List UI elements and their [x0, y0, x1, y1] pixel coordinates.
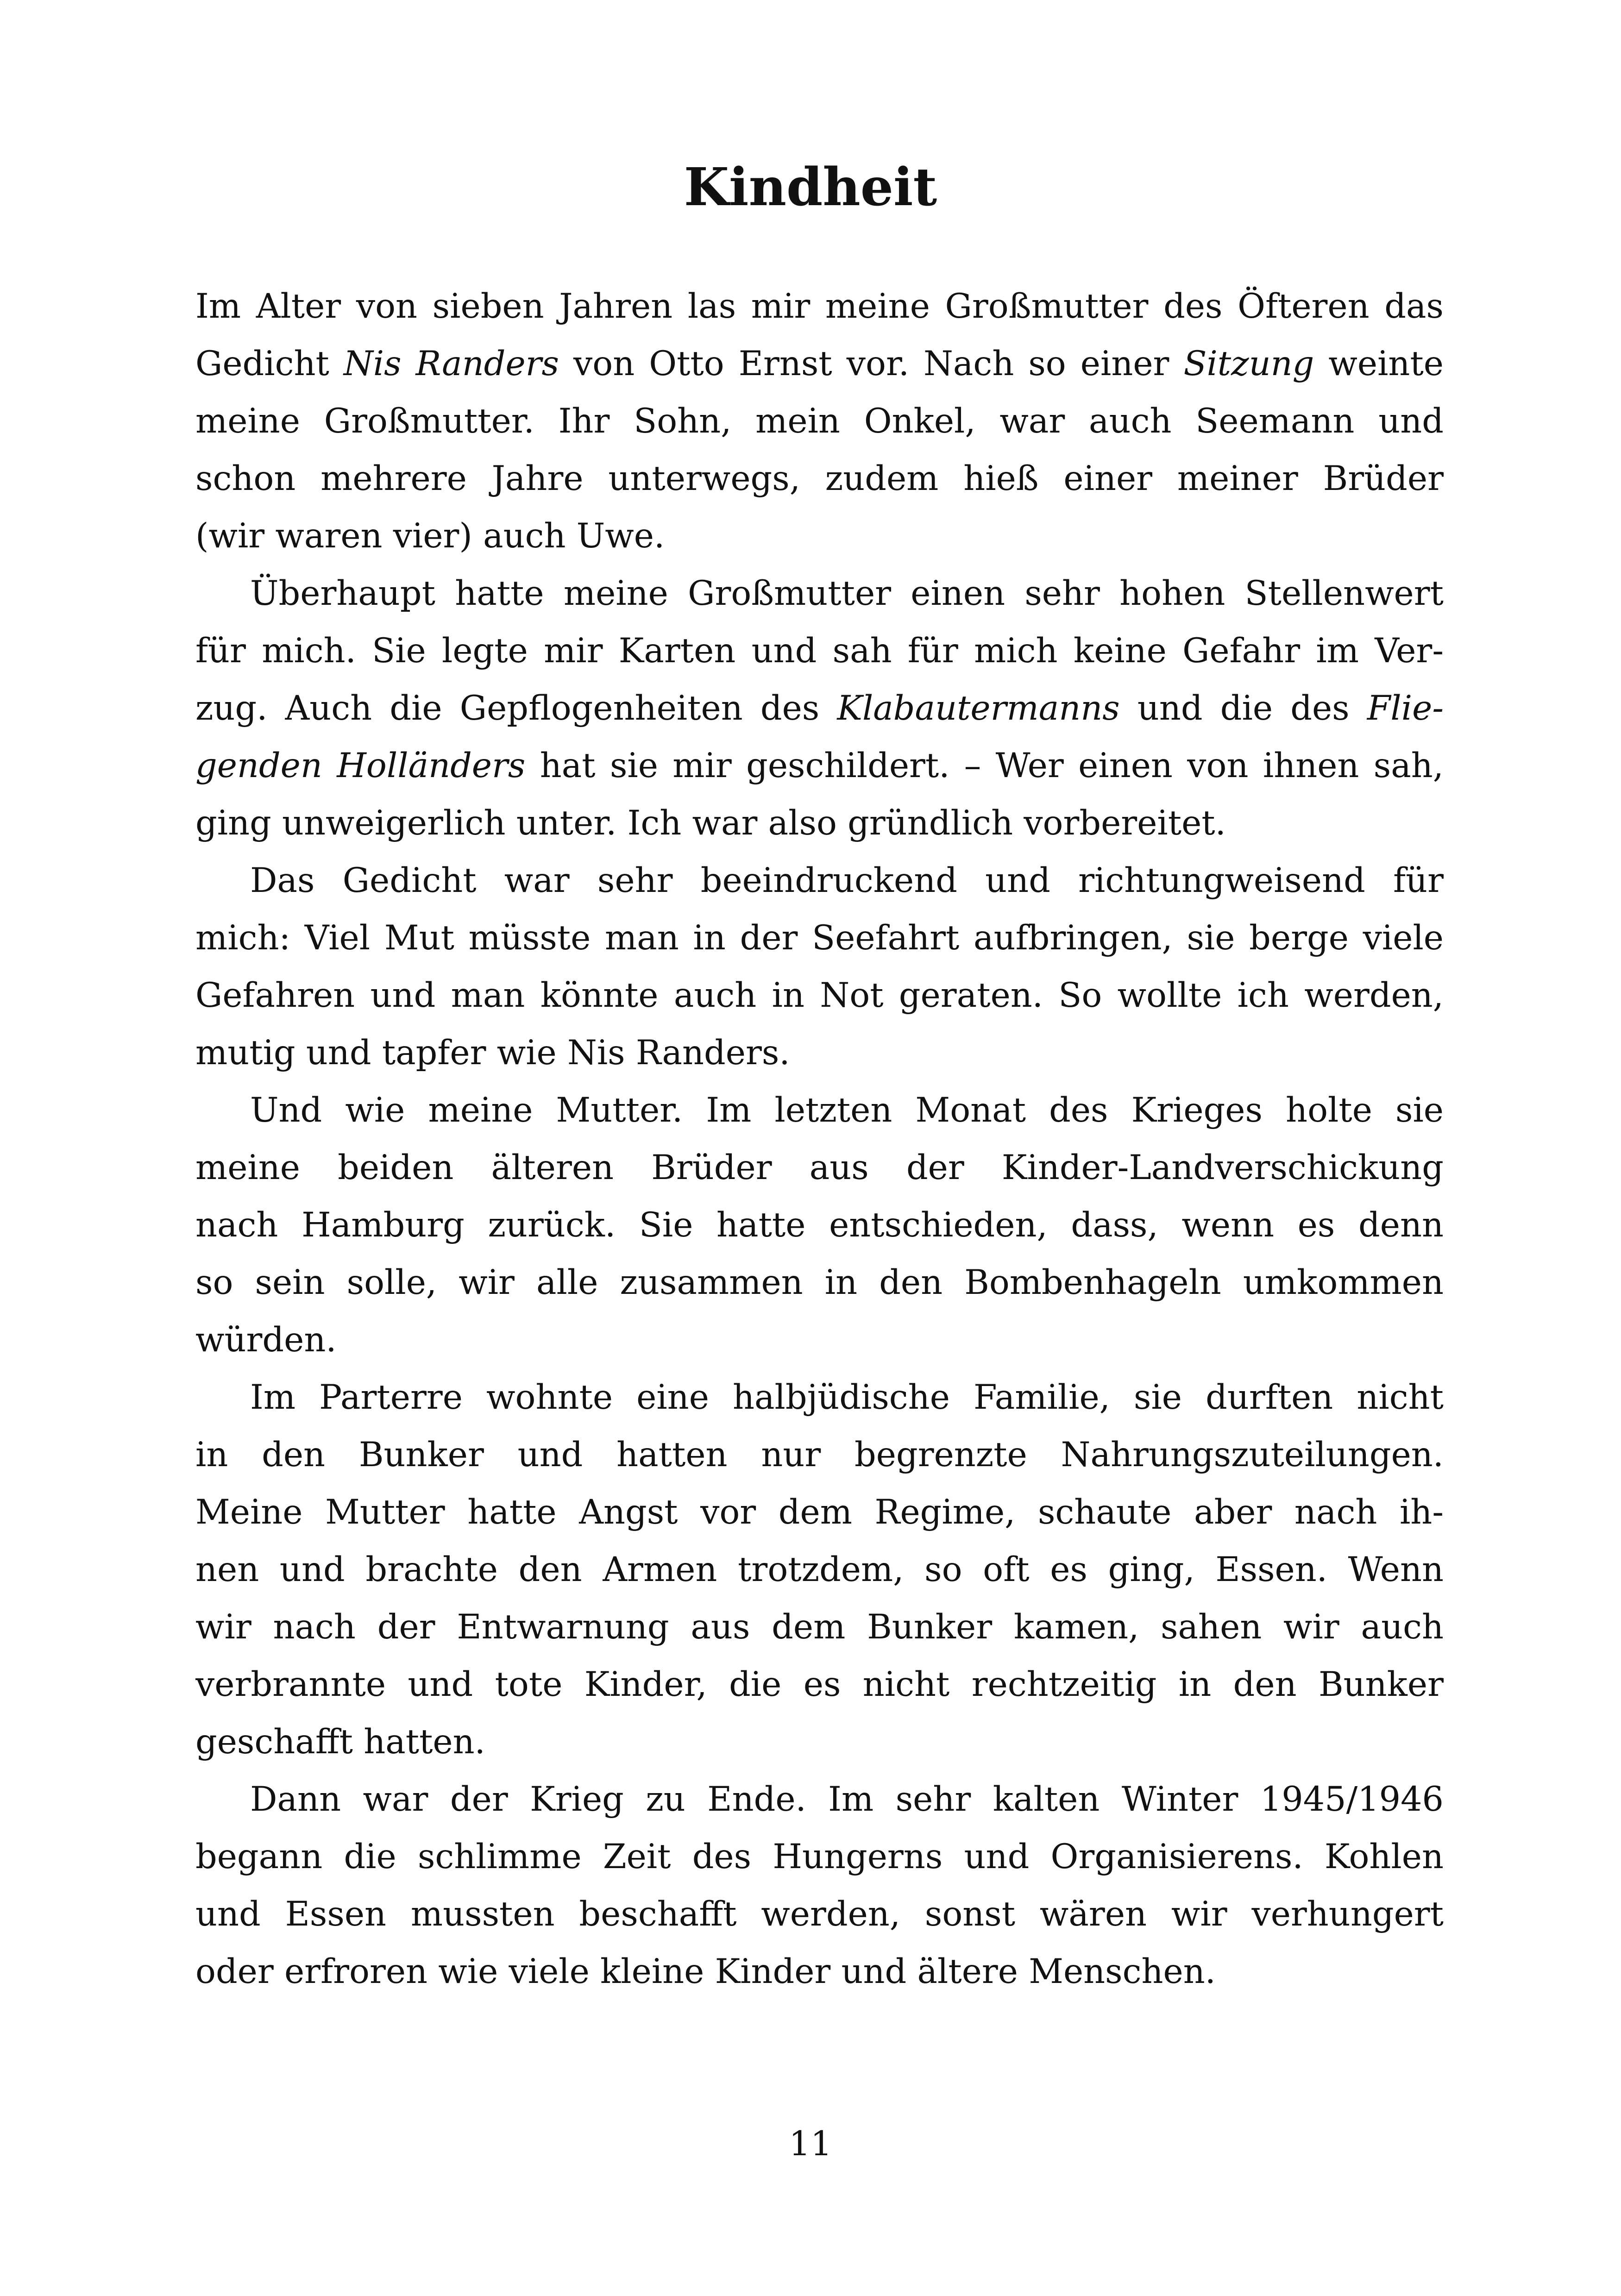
text-line: Und wie meine Mutter. Im letzten Monat des Krieges holte sie — [250, 1091, 1444, 1130]
chapter-title: Kindheit — [684, 157, 937, 218]
text-line: mich: Viel Mut müsste man in der Seefahrt aufbringen, sie berge viele — [195, 918, 1444, 958]
text-line: oder erfroren wie viele kleine Kinder und ältere Menschen. — [195, 1952, 1216, 1991]
italic-title: Sitzung — [1183, 344, 1314, 383]
paragraph — [195, 278, 1444, 565]
text-line: Das Gedicht war sehr beeindruckend und richtungweisend für — [250, 861, 1444, 900]
italic-title: Klabautermanns — [837, 689, 1120, 728]
text-line: ging unweigerlich unter. Ich war also gründlich vorbereitet. — [195, 803, 1226, 843]
text-line: wir nach der Entwarnung aus dem Bunker kamen, sahen wir auch — [195, 1607, 1444, 1647]
text-line: Im Alter von sieben Jahren las mir meine Großmutter des Öfteren das — [195, 287, 1444, 326]
text-line: nen und brachte den Armen trotzdem, so oft es ging, Essen. Wenn — [195, 1550, 1444, 1589]
text-line: begann die schlimme Zeit des Hungerns und Organisierens. Kohlen — [195, 1837, 1444, 1876]
text-line: Überhaupt hatte meine Großmutter einen sehr hohen Stellenwert — [250, 574, 1444, 613]
text-line: genden Holländers hat sie mir geschildert. – Wer einen von ihnen sah, — [195, 746, 1444, 785]
text-line: in den Bunker und hatten nur begrenzte Nahrungszuteilungen. — [195, 1435, 1444, 1474]
text-line: nach Hamburg zurück. Sie hatte entschieden, dass, wenn es denn — [195, 1205, 1444, 1245]
text-line: so sein solle, wir alle zusammen in den Bombenhageln umkommen — [195, 1263, 1444, 1302]
text-line: würden. — [195, 1320, 337, 1360]
paragraph — [195, 852, 1444, 1082]
page-number: 11 — [789, 2124, 832, 2164]
text-line: Dann war der Krieg zu Ende. Im sehr kalten Winter 1945/1946 — [250, 1780, 1444, 1819]
paragraph — [195, 1771, 1444, 2001]
text-line: Gedicht Nis Randers von Otto Ernst vor. Nach so einer Sitzung weinte — [195, 344, 1444, 383]
text-line: verbrannte und tote Kinder, die es nicht rechtzeitig in den Bunker — [195, 1665, 1444, 1704]
text-line: geschafft hatten. — [195, 1722, 485, 1762]
text-line: Gefahren und man könnte auch in Not geraten. So wollte ich werden, — [195, 976, 1444, 1015]
text-line: schon mehrere Jahre unterwegs, zudem hieß einer meiner Brüder — [195, 459, 1444, 498]
text-line: Im Parterre wohnte eine halbjüdische Familie, sie durften nicht — [250, 1378, 1444, 1417]
italic-title: Flie- — [1367, 689, 1444, 728]
text-line: Meine Mutter hatte Angst vor dem Regime, schaute aber nach ih- — [195, 1493, 1444, 1532]
text-line: meine beiden älteren Brüder aus der Kinder-Landverschickung — [195, 1148, 1444, 1187]
text-line: und Essen mussten beschafft werden, sonst wären wir verhungert — [195, 1895, 1444, 1934]
paragraph — [195, 565, 1444, 852]
text-line: (wir waren vier) auch Uwe. — [195, 516, 665, 556]
paragraph — [195, 1082, 1444, 1369]
text-line: meine Großmutter. Ihr Sohn, mein Onkel, war auch Seemann und — [195, 401, 1444, 441]
text-line: zug. Auch die Gepflogenheiten des Klabautermanns und die des Flie- — [195, 689, 1444, 728]
paragraph — [195, 1369, 1444, 1771]
text-line: mutig und tapfer wie Nis Randers. — [195, 1033, 790, 1073]
italic-title: Nis Randers — [343, 344, 559, 383]
chapter-body-text — [195, 278, 1444, 2001]
text-line: für mich. Sie legte mir Karten und sah für mich keine Gefahr im Ver- — [195, 631, 1444, 671]
italic-title: genden Holländers — [195, 746, 526, 785]
